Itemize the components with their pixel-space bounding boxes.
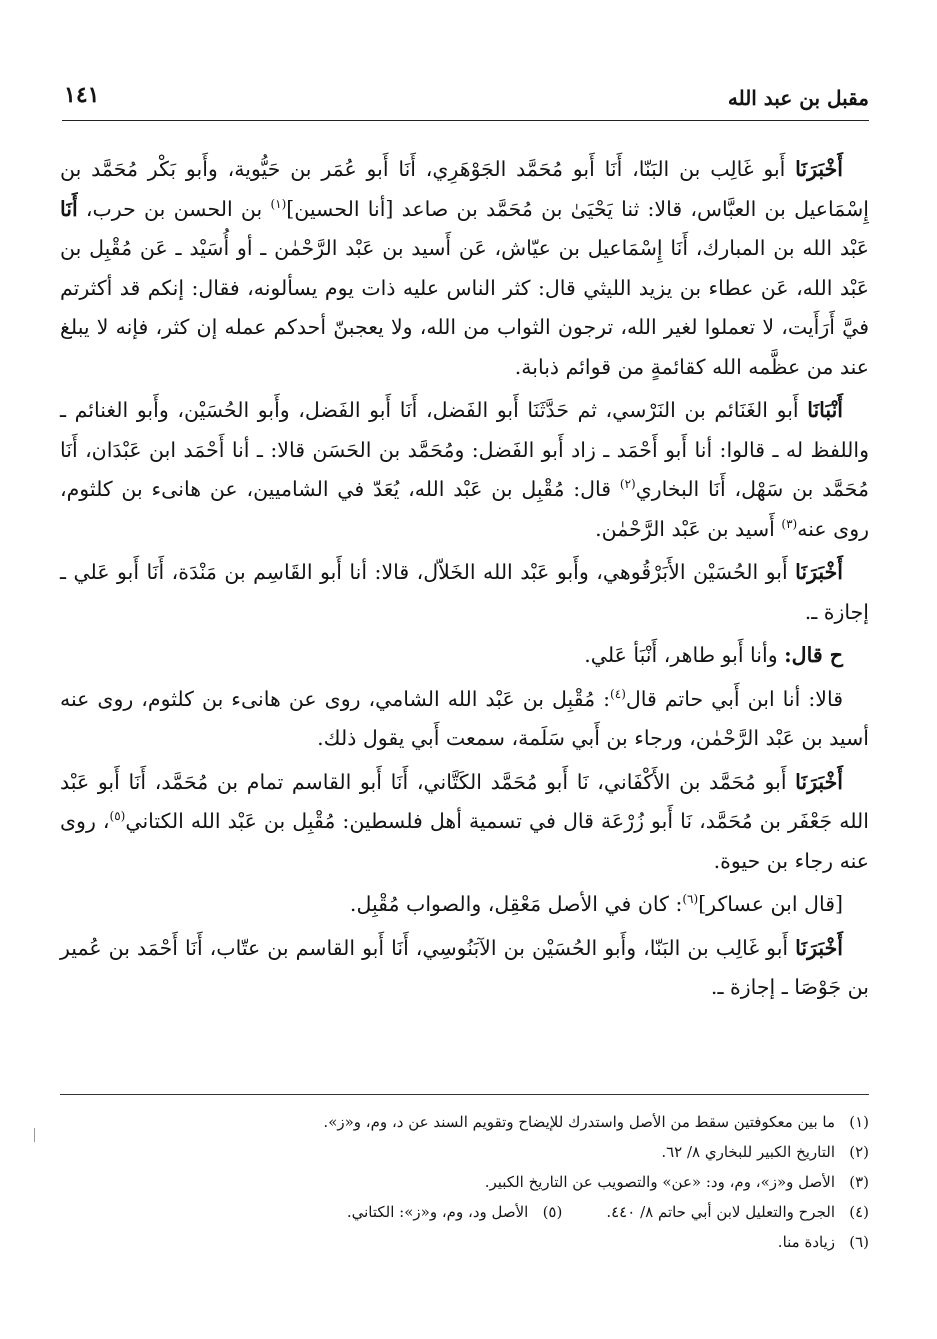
paragraph-text: [قال ابن عساكر] [698, 892, 843, 916]
paragraph-1 [60, 150, 869, 387]
paragraph-5 [60, 680, 869, 759]
footnote-ref: (٤) [610, 686, 626, 701]
narration-keyword: أَنْبَانَا [807, 398, 843, 422]
footnote-1 [60, 1107, 869, 1137]
paragraph-3 [60, 553, 869, 632]
narration-keyword: ح قال: [784, 643, 843, 667]
footnote-text: الأصل و«ز»، وم، ود: «عن» والتصويب عن التاريخ الكبير. [484, 1173, 835, 1191]
main-text [60, 150, 869, 1012]
footnote-number: (٥) [542, 1203, 563, 1221]
running-title: مقبل بن عبد الله [727, 86, 869, 110]
footnote-ref: (٥) [109, 809, 126, 824]
footnote-number: (٢) [849, 1143, 869, 1161]
footnote-number: (٣) [849, 1173, 869, 1191]
margin-mark [34, 1128, 35, 1142]
paragraph-2 [60, 391, 869, 549]
footnote-ref: (١) [270, 196, 287, 211]
narration-keyword: أَخْبَرَنَا [795, 157, 843, 181]
paragraph-text: أَبو غَالِب بن البَنّا، أَنَا أَبو مُحَمَّد الجَوْهَرِي، أَنَا أَبو عُمَر بن حَيُّوية، وأَبو بَكْر مُحَمَّد بن إِسْمَاعيل بن العبَّاس، قالا: ثنا يَحْيَىٰ بن مُحَمَّد بن صاعد [أنا الحسين] [60, 157, 869, 221]
paragraph-text: أَبو الغَنَائم بن النَرْسي، ثم حَدَّثَنَا أَبو الفَضل، أَنَا أَبو الفَضل، وأَبو الحُسَيْن، وأَبو الغنائم ـ واللفظ له ـ قالوا: أنا أَبو أَحْمَد ـ زاد أَبو الفَضل: ومُحَمَّد بن الحَسَن قالا: ـ أنا أَحْمَد ابن عَبْدَان، أَنَا مُحَمَّد بن سَهْل، أَنَا البخاري [60, 398, 869, 501]
narration-keyword: أَخْبَرَنَا [795, 935, 843, 960]
paragraph-8 [60, 929, 869, 1008]
paragraph-text: : مُقْبِل بن عَبْد الله الشامي، روى عن هانىء بن كلثوم، روى عنه أسيد بن عَبْد الرَّحْمٰن، ورجاء بن أَبي سَلَمة، سمعت أَبي يقول ذلك. [60, 686, 869, 750]
footnote-ref: (٢) [619, 477, 636, 492]
footnote-number: (١) [849, 1113, 869, 1131]
paragraph-text: : كان في الأصل مَعْقِل، والصواب مُقْبِل. [349, 892, 683, 916]
narration-keyword: أَنَا [60, 196, 78, 221]
footnote-ref: (٦) [682, 892, 699, 907]
paragraph-text: بن الحسن بن حرب، [77, 196, 271, 221]
paragraph-text: وأنا أَبو طاهر، أَنْبَأ عَلي. [584, 643, 785, 667]
footnote-6 [60, 1227, 869, 1257]
paragraph-text: عَبْد الله بن المبارك، أَنَا إِسْمَاعيل بن عيّاش، عَن أَسيد بن عَبْد الرَّحْمٰن ـ أو أُسَيْد ـ عَن مُقْبِل بن عَبْد الله، عَن عطاء بن يزيد الليثي قال: كثر الناس عليه ذات يوم يسألونه، فقال: إنكم قد أكثرتم فيَّ أَرَأَيت، لا تعملوا لغير الله، ترجون الثواب من الله، ولا يعجبنّ أحدكم عمله إن كثر، فإنه لا يبلغ عند من عظَّمه الله كقائمةٍ من قوائم ذبابة. [60, 236, 869, 379]
footnote-text: زيادة منا. [777, 1233, 835, 1251]
footnote-number: (٦) [849, 1233, 869, 1251]
footnote-4-5 [60, 1197, 869, 1227]
footnote-text: ما بين معكوفتين سقط من الأصل واستدرك للإيضاح وتقويم السند عن د، وم، و«ز». [323, 1113, 835, 1131]
paragraph-text: ، روى عنه رجاء بن حيوة. [60, 809, 869, 873]
narration-keyword: أَخْبَرَنَا [795, 769, 843, 794]
page-number: ١٤١ [64, 82, 100, 108]
paragraph-text: قال: مُقْبِل بن عَبْد الله، يُعَدّ في الشاميين، عن هانىء بن كلثوم، روى عنه [60, 477, 869, 541]
footnote-text: الجرح والتعليل لابن أبي حاتم ٨/ ٤٤٠. [606, 1203, 835, 1221]
footnote-text: التاريخ الكبير للبخاري ٨/ ٦٢. [661, 1143, 835, 1161]
paragraph-text: أَبو الحُسَيْن الأَبَرْقُوهي، وأَبو عَبْد الله الخَلاّل، قالا: أنا أَبو القَاسِم بن مَنْدَة، أَنَا أَبو عَلي ـ إجازة ـ. [60, 560, 869, 624]
footnote-3 [60, 1167, 869, 1197]
paragraph-text: أَبو مُحَمَّد بن الأَكْفَاني، نَا أَبو مُحَمَّد الكَتَّاني، أَنَا أَبو القاسم تمام بن مُحَمَّد، أَنَا أَبو عَبْد الله جَعْفَر بن مُحَمَّد، نَا أَبو زُرْعَة قال في تسمية أهل فلسطين: مُقْبِل بن عَبْد الله الكتاني [60, 769, 870, 833]
footnote-number: (٤) [849, 1203, 869, 1221]
footnotes-section [60, 1094, 869, 1257]
page-header [62, 74, 869, 121]
paragraph-text: أَسيد بن عَبْد الرَّحْمٰن. [595, 516, 782, 541]
paragraph-text: أَبو غَالِب بن البَنّا، وأَبو الحُسَيْن بن الآبَنُوسِي، أَنَا أَبو القاسم بن عتّاب، أَنَا أَحْمَد بن عُمير بن جَوْصَا ـ إجازة ـ. [60, 935, 869, 999]
paragraph-6 [60, 763, 869, 882]
footnote-text: الأصل ود، وم، و«ز»: الكتاني. [346, 1203, 529, 1221]
paragraph-text: قالا: أنا ابن أَبي حاتم قال [625, 686, 844, 711]
paragraph-7 [60, 885, 869, 925]
footnote-ref: (٣) [781, 516, 798, 531]
paragraph-4 [60, 636, 869, 676]
narration-keyword: أَخْبَرَنَا [795, 560, 843, 584]
footnote-2 [60, 1137, 869, 1167]
